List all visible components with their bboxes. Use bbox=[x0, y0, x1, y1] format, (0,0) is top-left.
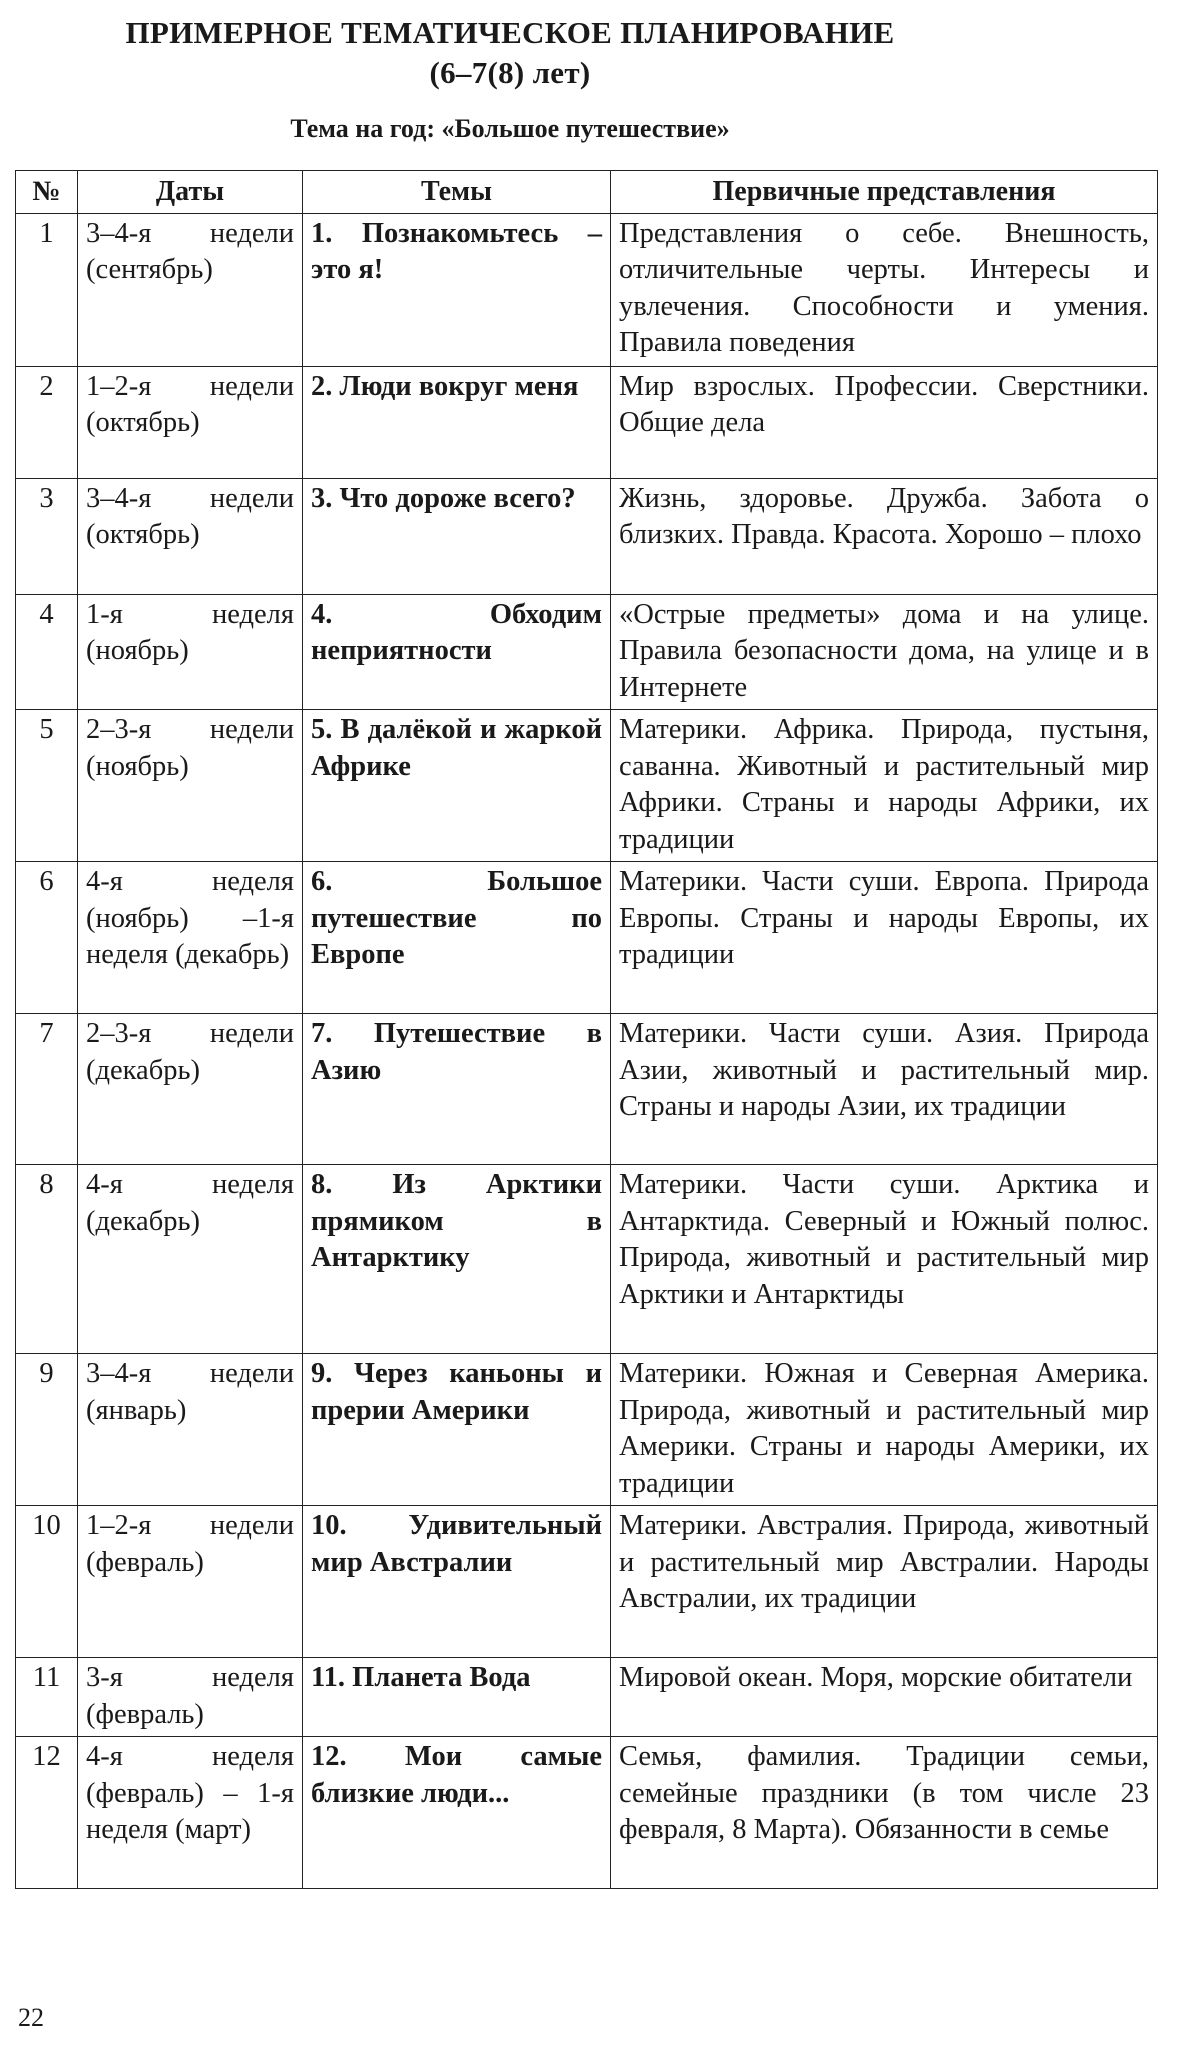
row-ideas: Представления о себе. Внешность, отличительные черты. Интересы и увлечения. Способности и умения. Правила поведения bbox=[611, 213, 1158, 366]
row-dates: 4-я неделя (февраль) – 1-я неделя (март) bbox=[78, 1737, 303, 1889]
row-number: 8 bbox=[16, 1165, 78, 1354]
table-row bbox=[16, 1737, 1158, 1889]
row-number: 6 bbox=[16, 862, 78, 1014]
row-ideas: Мир взрослых. Профессии. Сверстники. Общие дела bbox=[611, 366, 1158, 478]
column-header-ideas: Первичные представления bbox=[611, 171, 1158, 214]
row-ideas: Материки. Южная и Северная Америка. Природа, животный и растительный мир Америки. Страны и народы Америки, их традиции bbox=[611, 1354, 1158, 1506]
row-number: 7 bbox=[16, 1014, 78, 1165]
row-topic: 10. Удивительный мир Австралии bbox=[303, 1506, 611, 1658]
row-number: 1 bbox=[16, 213, 78, 366]
row-ideas: Материки. Африка. Природа, пустыня, саванна. Животный и растительный мир Африки. Страны и народы Африки, их традиции bbox=[611, 710, 1158, 862]
table-row bbox=[16, 1165, 1158, 1354]
table-row bbox=[16, 862, 1158, 1014]
row-topic: 1. Познакомьтесь – это я! bbox=[303, 213, 611, 366]
row-topic: 6. Большое путешествие по Европе bbox=[303, 862, 611, 1014]
age-range: (6–7(8) лет) bbox=[429, 55, 591, 90]
table-row bbox=[16, 594, 1158, 710]
row-ideas: Материки. Части суши. Европа. Природа Европы. Страны и народы Европы, их традиции bbox=[611, 862, 1158, 1014]
row-ideas: Жизнь, здоровье. Дружба. Забота о близких. Правда. Красота. Хорошо – плохо bbox=[611, 478, 1158, 594]
row-dates: 2–3-я недели (декабрь) bbox=[78, 1014, 303, 1165]
page-title: ПРИМЕРНОЕ ТЕМАТИЧЕСКОЕ ПЛАНИРОВАНИЕ bbox=[125, 15, 895, 50]
row-dates: 4-я неделя (ноябрь) –1-я неделя (декабрь) bbox=[78, 862, 303, 1014]
row-dates: 1–2-я недели (октябрь) bbox=[78, 366, 303, 478]
row-number: 5 bbox=[16, 710, 78, 862]
row-ideas: Материки. Части суши. Арктика и Антарктида. Северный и Южный полюс. Природа, животный и растительный мир Арктики и Антарктиды bbox=[611, 1165, 1158, 1354]
row-dates: 1-я неделя (ноябрь) bbox=[78, 594, 303, 710]
row-ideas: Материки. Австралия. Природа, животный и растительный мир Австралии. Народы Австралии, их традиции bbox=[611, 1506, 1158, 1658]
row-ideas: Семья, фамилия. Традиции семьи, семейные праздники (в том числе 23 февраля, 8 Марта). Обязанности в семье bbox=[611, 1737, 1158, 1889]
table-row bbox=[16, 366, 1158, 478]
row-ideas: Мировой океан. Моря, морские обитатели bbox=[611, 1658, 1158, 1737]
table-row bbox=[16, 710, 1158, 862]
table-row bbox=[16, 1354, 1158, 1506]
row-dates: 1–2-я недели (февраль) bbox=[78, 1506, 303, 1658]
table-row bbox=[16, 1014, 1158, 1165]
year-theme: Тема на год: «Большое путешествие» bbox=[290, 114, 730, 143]
row-topic: 7. Путешествие в Азию bbox=[303, 1014, 611, 1165]
table-row bbox=[16, 478, 1158, 594]
row-number: 4 bbox=[16, 594, 78, 710]
table-row bbox=[16, 1658, 1158, 1737]
page-number: 22 bbox=[18, 2003, 44, 2032]
row-dates: 4-я неделя (декабрь) bbox=[78, 1165, 303, 1354]
row-topic: 8. Из Арктики прямиком в Антарктику bbox=[303, 1165, 611, 1354]
row-topic: 3. Что дороже всего? bbox=[303, 478, 611, 594]
row-ideas: Материки. Части суши. Азия. Природа Азии, животный и растительный мир. Страны и народы Азии, их традиции bbox=[611, 1014, 1158, 1165]
row-ideas: «Острые предметы» дома и на улице. Правила безопасности дома, на улице и в Интернете bbox=[611, 594, 1158, 710]
row-dates: 3–4-я недели (сентябрь) bbox=[78, 213, 303, 366]
row-dates: 3–4-я недели (январь) bbox=[78, 1354, 303, 1506]
planning-table bbox=[15, 170, 1158, 1889]
row-topic: 4. Обходим неприятности bbox=[303, 594, 611, 710]
row-number: 9 bbox=[16, 1354, 78, 1506]
table-header-row bbox=[16, 171, 1158, 214]
row-dates: 3–4-я недели (октябрь) bbox=[78, 478, 303, 594]
table-row bbox=[16, 213, 1158, 366]
row-number: 2 bbox=[16, 366, 78, 478]
column-header-topics: Темы bbox=[303, 171, 611, 214]
row-topic: 12. Мои самые близкие люди... bbox=[303, 1737, 611, 1889]
row-number: 12 bbox=[16, 1737, 78, 1889]
column-header-dates: Даты bbox=[78, 171, 303, 214]
row-topic: 5. В далёкой и жаркой Африке bbox=[303, 710, 611, 862]
row-number: 11 bbox=[16, 1658, 78, 1737]
row-topic: 11. Планета Вода bbox=[303, 1658, 611, 1737]
row-topic: 9. Через каньоны и прерии Америки bbox=[303, 1354, 611, 1506]
column-header-number: № bbox=[16, 171, 78, 214]
row-topic: 2. Люди вокруг меня bbox=[303, 366, 611, 478]
row-number: 10 bbox=[16, 1506, 78, 1658]
row-dates: 3-я неделя (февраль) bbox=[78, 1658, 303, 1737]
table-row bbox=[16, 1506, 1158, 1658]
row-dates: 2–3-я недели (ноябрь) bbox=[78, 710, 303, 862]
row-number: 3 bbox=[16, 478, 78, 594]
